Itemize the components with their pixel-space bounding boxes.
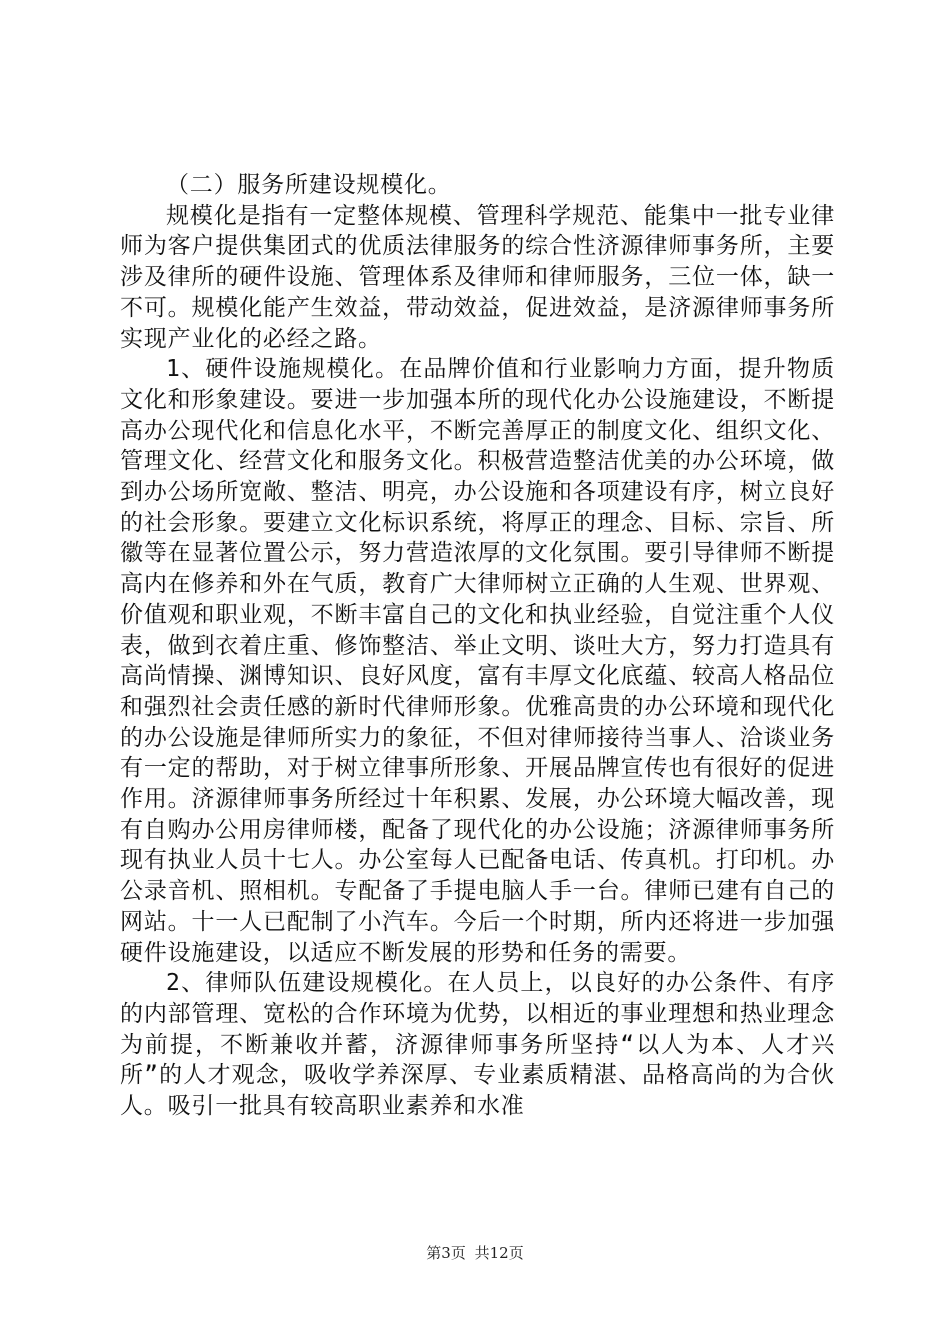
document-body [120, 170, 835, 1122]
page-number: 第3页 [426, 1244, 466, 1262]
page-footer [0, 1242, 950, 1263]
section-heading: （二）服务所建设规模化。 [166, 172, 452, 198]
page-total: 共12页 [474, 1244, 524, 1262]
paragraph: 1、硬件设施规模化。在品牌价值和行业影响力方面，提升物质文化和形象建设。要进一步加强本所的现代化办公设施建设，不断提高办公现代化和信息化水平，不断完善厚正的制度文化、组织文化、管理文化、经营文化和服务文化。积极营造整洁优美的办公环境，做到办公场所宽敞、整洁、明亮，办公设施和各项建设有序，树立良好的社会形象。要建立文化标识系统，将厚正的理念、目标、宗旨、所徽等在显著位置公示，努力营造浓厚的文化氛围。要引导律师不断提高内在修养和外在气质，教育广大律师树立正确的人生观、世界观、价值观和职业观，不断丰富自己的文化和执业经验，自觉注重个人仪表，做到衣着庄重、修饰整洁、举止文明、谈吐大方，努力打造具有高尚情操、渊博知识、良好风度，富有丰厚文化底蕴、较高人格品位和强烈社会责任感的新时代律师形象。优雅高贵的办公环境和现代化的办公设施是律师所实力的象征，不但对律师接待当事人、洽谈业务有一定的帮助，对于树立律事所形象、开展品牌宣传也有很好的促进作用。济源律师事务所经过十年积累、发展，办公环境大幅改善，现有自购办公用房律师楼，配备了现代化的办公设施；济源律师事务所现有执业人员十七人。办公室每人已配备电话、传真机。打印机。办公录音机、照相机。专配备了手提电脑人手一台。律师已建有自己的网站。十一人已配制了小汽车。今后一个时期，所内还将进一步加强硬件设施建设，以适应不断发展的形势和任务的需要。 [120, 356, 835, 966]
paragraph: 规模化是指有一定整体规模、管理科学规范、能集中一批专业律师为客户提供集团式的优质法律服务的综合性济源律师事务所，主要涉及律所的硬件设施、管理体系及律师和律师服务，三位一体，缺一不可。规模化能产生效益，带动效益，促进效益，是济源律师事务所实现产业化的必经之路。 [120, 202, 835, 352]
paragraph: 2、律师队伍建设规模化。在人员上，以良好的办公条件、有序的内部管理、宽松的合作环境为优势，以相近的事业理想和热业理念为前提，不断兼收并蓄，济源律师事务所坚持“以人为本、人才兴所”的人才观念，吸收学养深厚、专业素质精湛、品格高尚的为合伙人。吸引一批具有较高职业素养和水准 [120, 970, 835, 1120]
